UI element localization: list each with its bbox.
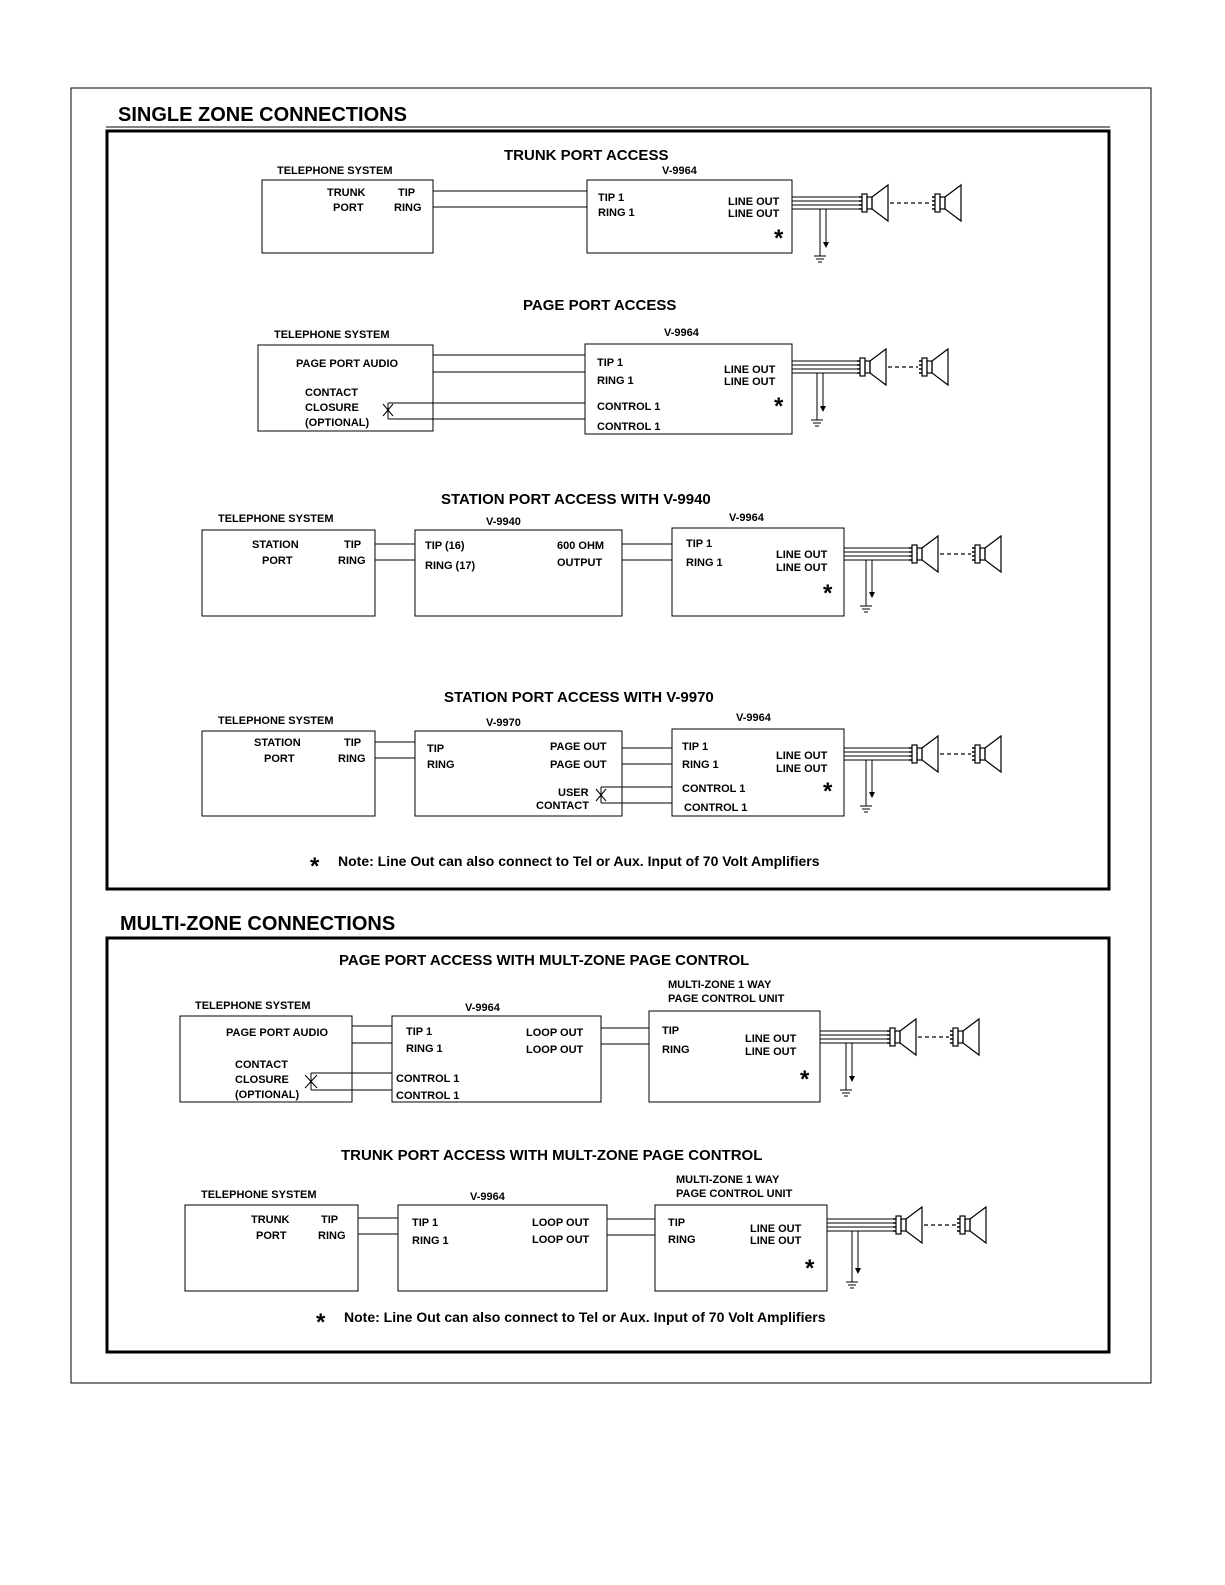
- tip-label: TIP: [344, 539, 362, 551]
- line-out-label-2: LINE OUT: [776, 763, 828, 775]
- trunk-port-label: TRUNK: [327, 187, 366, 199]
- ring-label: RING: [318, 1230, 346, 1242]
- diagram-title: TRUNK PORT ACCESS WITH MULT-ZONE PAGE CONTROL: [341, 1147, 763, 1164]
- station9940-speaker-2-speaker-magnet-icon: [980, 548, 985, 560]
- page-speaker-1-speaker-cone-icon: [870, 349, 886, 385]
- line-out-label-2: LINE OUT: [745, 1046, 797, 1058]
- line-out-label-2: LINE OUT: [724, 376, 776, 388]
- v9970-label: V-9970: [486, 717, 521, 729]
- station9970-speaker-1-speaker-magnet-icon: [917, 748, 922, 760]
- contact-label: CONTACT: [536, 800, 589, 812]
- multi-trunk-speaker-2-speaker-magnet-icon: [965, 1219, 970, 1231]
- v9964-tip-label: TIP 1: [406, 1026, 433, 1038]
- trunk-speaker-2-speaker-cone-icon: [945, 185, 961, 221]
- multi-zone-title: MULTI-ZONE CONNECTIONS: [120, 913, 396, 935]
- single-zone-title: SINGLE ZONE CONNECTIONS: [118, 104, 407, 126]
- station9940-speaker-2-speaker-cone-icon: [985, 536, 1001, 572]
- diagram-title: TRUNK PORT ACCESS: [504, 147, 669, 164]
- page-speaker-1-coil-icon: [860, 358, 865, 376]
- line-out-label-2: LINE OUT: [776, 562, 828, 574]
- note-asterisk: *: [316, 1309, 326, 1336]
- multi-page-speaker-1-speaker-cone-icon: [900, 1019, 916, 1055]
- multi-zone-ring-label: RING: [668, 1234, 696, 1246]
- multi-trunk-speaker-1-coil-icon: [896, 1216, 901, 1234]
- telephone-system-label: TELEPHONE SYSTEM: [218, 513, 334, 525]
- multi-page-speaker-2-speaker-cone-icon: [963, 1019, 979, 1055]
- page-port-audio-label: PAGE PORT AUDIO: [226, 1027, 329, 1039]
- trunk-speaker-1-speaker-magnet-icon: [867, 197, 872, 209]
- v9964-tip-label: TIP 1: [598, 192, 625, 204]
- v9964-tip-label: TIP 1: [682, 741, 709, 753]
- diagram-title: STATION PORT ACCESS WITH V-9940: [441, 491, 711, 508]
- station9940-speaker-1-speaker-magnet-icon: [917, 548, 922, 560]
- output-label-2: OUTPUT: [557, 557, 603, 569]
- multi-zone-tip-label: TIP: [662, 1025, 680, 1037]
- multi-trunk-speaker-2-speaker-cone-icon: [970, 1207, 986, 1243]
- station9940-speaker-2-coil-icon: [975, 545, 980, 563]
- multi-page-speaker-1-speaker-magnet-icon: [895, 1031, 900, 1043]
- page-arrow-icon: [820, 406, 826, 412]
- tip-label: TIP: [344, 737, 362, 749]
- multi-page-speaker-2-speaker-magnet-icon: [958, 1031, 963, 1043]
- multi-zone-unit-label: MULTI-ZONE 1 WAY: [668, 979, 772, 991]
- trunk-port-label-2: PORT: [333, 202, 364, 214]
- trunk-port-label: TRUNK: [251, 1214, 290, 1226]
- v9970-tip-label: TIP: [427, 743, 445, 755]
- multi-page-speaker-2-coil-icon: [953, 1028, 958, 1046]
- v9964-label: V-9964: [470, 1191, 505, 1203]
- trunk-speaker-2-speaker-magnet-icon: [940, 197, 945, 209]
- v9964-label: V-9964: [465, 1002, 500, 1014]
- multi-page-arrow-icon: [849, 1076, 855, 1082]
- multi-zone-page-diagram: [180, 952, 820, 1102]
- multi-zone-ring-label: RING: [662, 1044, 690, 1056]
- single-zone-note: Note: Line Out can also connect to Tel or Aux. Input of 70 Volt Amplifiers: [338, 853, 820, 869]
- multi-zone-note: Note: Line Out can also connect to Tel or Aux. Input of 70 Volt Amplifiers: [344, 1309, 826, 1325]
- station9970-speaker-2-speaker-magnet-icon: [980, 748, 985, 760]
- v9964-control-label: CONTROL 1: [682, 783, 746, 795]
- line-out-label: LINE OUT: [776, 549, 828, 561]
- station-v9970-diagram: [202, 689, 844, 816]
- output-label: 600 OHM: [557, 540, 605, 552]
- v9940-ring-label: RING (17): [425, 560, 476, 572]
- station9970-speaker-1-coil-icon: [912, 745, 917, 763]
- contact-label: CONTACT: [235, 1059, 288, 1071]
- optional-label: (OPTIONAL): [235, 1089, 300, 1101]
- v9964-control-label-2: CONTROL 1: [684, 802, 748, 814]
- station9970-speaker-2-coil-icon: [975, 745, 980, 763]
- telephone-system-label: TELEPHONE SYSTEM: [277, 165, 393, 177]
- station-port-label-2: PORT: [262, 555, 293, 567]
- multi-page-speaker-1-coil-icon: [890, 1028, 895, 1046]
- station9940-speaker-1-speaker-cone-icon: [922, 536, 938, 572]
- contact-label: CONTACT: [305, 387, 358, 399]
- v9964-control-label-2: CONTROL 1: [597, 421, 661, 433]
- v9964-control-label-2: CONTROL 1: [396, 1090, 460, 1102]
- trunk-speaker-1-speaker-cone-icon: [872, 185, 888, 221]
- v9964-label: V-9964: [662, 165, 697, 177]
- station9970-arrow-icon: [869, 792, 875, 798]
- user-label: USER: [558, 787, 589, 799]
- trunk-speaker-1-coil-icon: [862, 194, 867, 212]
- telephone-system-label: TELEPHONE SYSTEM: [218, 715, 334, 727]
- loop-out-label-2: LOOP OUT: [526, 1044, 584, 1056]
- asterisk: *: [774, 225, 784, 252]
- trunk-arrow-icon: [823, 242, 829, 248]
- loop-out-label-2: LOOP OUT: [532, 1234, 590, 1246]
- tip-label: TIP: [398, 187, 416, 199]
- page-out-label: PAGE OUT: [550, 741, 607, 753]
- v9964-control-label: CONTROL 1: [597, 401, 661, 413]
- trunk-port-access-diagram: [262, 147, 792, 253]
- ring-label: RING: [394, 202, 422, 214]
- station9970-speaker-1-speaker-cone-icon: [922, 736, 938, 772]
- station-port-label: STATION: [254, 737, 301, 749]
- station-port-label-2: PORT: [264, 753, 295, 765]
- line-out-label: LINE OUT: [745, 1033, 797, 1045]
- station9940-speaker-1-coil-icon: [912, 545, 917, 563]
- optional-label: (OPTIONAL): [305, 417, 370, 429]
- v9964-ring-label: RING 1: [682, 759, 719, 771]
- v9964-ring-label: RING 1: [406, 1043, 443, 1055]
- loop-out-label: LOOP OUT: [526, 1027, 584, 1039]
- v9964-control-label: CONTROL 1: [396, 1073, 460, 1085]
- diagram-title: PAGE PORT ACCESS WITH MULT-ZONE PAGE CONTROL: [339, 952, 750, 969]
- multi-trunk-speaker-1-speaker-magnet-icon: [901, 1219, 906, 1231]
- v9964-label: V-9964: [729, 512, 764, 524]
- multi-zone-unit-label-2: PAGE CONTROL UNIT: [668, 993, 785, 1005]
- page-speaker-2-coil-icon: [922, 358, 927, 376]
- single-zone-panel: [107, 131, 1109, 889]
- closure-label: CLOSURE: [305, 402, 359, 414]
- station-v9940-diagram: [202, 491, 844, 616]
- station9940-arrow-icon: [869, 592, 875, 598]
- loop-out-label: LOOP OUT: [532, 1217, 590, 1229]
- page-port-audio-label: PAGE PORT AUDIO: [296, 358, 399, 370]
- line-out-label: LINE OUT: [728, 196, 780, 208]
- v9964-label: V-9964: [736, 712, 771, 724]
- multi-zone-tip-label: TIP: [668, 1217, 686, 1229]
- diagram-title: PAGE PORT ACCESS: [523, 297, 677, 314]
- ring-label: RING: [338, 753, 366, 765]
- asterisk: *: [823, 580, 833, 607]
- v9940-label: V-9940: [486, 516, 521, 528]
- note-asterisk: *: [310, 853, 320, 880]
- multi-trunk-arrow-icon: [855, 1268, 861, 1274]
- asterisk: *: [805, 1255, 815, 1282]
- telephone-system-label: TELEPHONE SYSTEM: [274, 329, 390, 341]
- line-out-label-2: LINE OUT: [750, 1235, 802, 1247]
- speaker-assemblies: [792, 185, 1001, 1288]
- asterisk: *: [774, 393, 784, 420]
- line-out-label: LINE OUT: [776, 750, 828, 762]
- page-port-access-diagram: [258, 297, 792, 434]
- multi-zone-trunk-diagram: [185, 1147, 827, 1291]
- diagram-title: STATION PORT ACCESS WITH V-9970: [444, 689, 714, 706]
- page-speaker-1-speaker-magnet-icon: [865, 361, 870, 373]
- line-out-label-2: LINE OUT: [728, 208, 780, 220]
- multi-zone-unit-label-2: PAGE CONTROL UNIT: [676, 1188, 793, 1200]
- telephone-system-label: TELEPHONE SYSTEM: [201, 1189, 317, 1201]
- v9964-ring-label: RING 1: [412, 1235, 449, 1247]
- v9964-tip-label: TIP 1: [412, 1217, 439, 1229]
- ring-label: RING: [338, 555, 366, 567]
- v9964-label: V-9964: [664, 327, 699, 339]
- asterisk: *: [823, 778, 833, 805]
- telephone-system-label: TELEPHONE SYSTEM: [195, 1000, 311, 1012]
- v9964-ring-label: RING 1: [597, 375, 634, 387]
- station9970-speaker-2-speaker-cone-icon: [985, 736, 1001, 772]
- trunk-port-label-2: PORT: [256, 1230, 287, 1242]
- multi-trunk-speaker-1-speaker-cone-icon: [906, 1207, 922, 1243]
- asterisk: *: [800, 1066, 810, 1093]
- line-out-label: LINE OUT: [750, 1223, 802, 1235]
- multi-trunk-speaker-2-coil-icon: [960, 1216, 965, 1234]
- v9964-tip-label: TIP 1: [686, 538, 713, 550]
- v9970-ring-label: RING: [427, 759, 455, 771]
- closure-label: CLOSURE: [235, 1074, 289, 1086]
- page-speaker-2-speaker-magnet-icon: [927, 361, 932, 373]
- v9940-tip-label: TIP (16): [425, 540, 465, 552]
- trunk-speaker-2-coil-icon: [935, 194, 940, 212]
- page-out-label-2: PAGE OUT: [550, 759, 607, 771]
- multi-zone-unit-label: MULTI-ZONE 1 WAY: [676, 1174, 780, 1186]
- v9964-ring-label: RING 1: [598, 207, 635, 219]
- station-port-label: STATION: [252, 539, 299, 551]
- line-out-label: LINE OUT: [724, 364, 776, 376]
- v9964-ring-label: RING 1: [686, 557, 723, 569]
- page-speaker-2-speaker-cone-icon: [932, 349, 948, 385]
- tip-label: TIP: [321, 1214, 339, 1226]
- v9964-tip-label: TIP 1: [597, 357, 624, 369]
